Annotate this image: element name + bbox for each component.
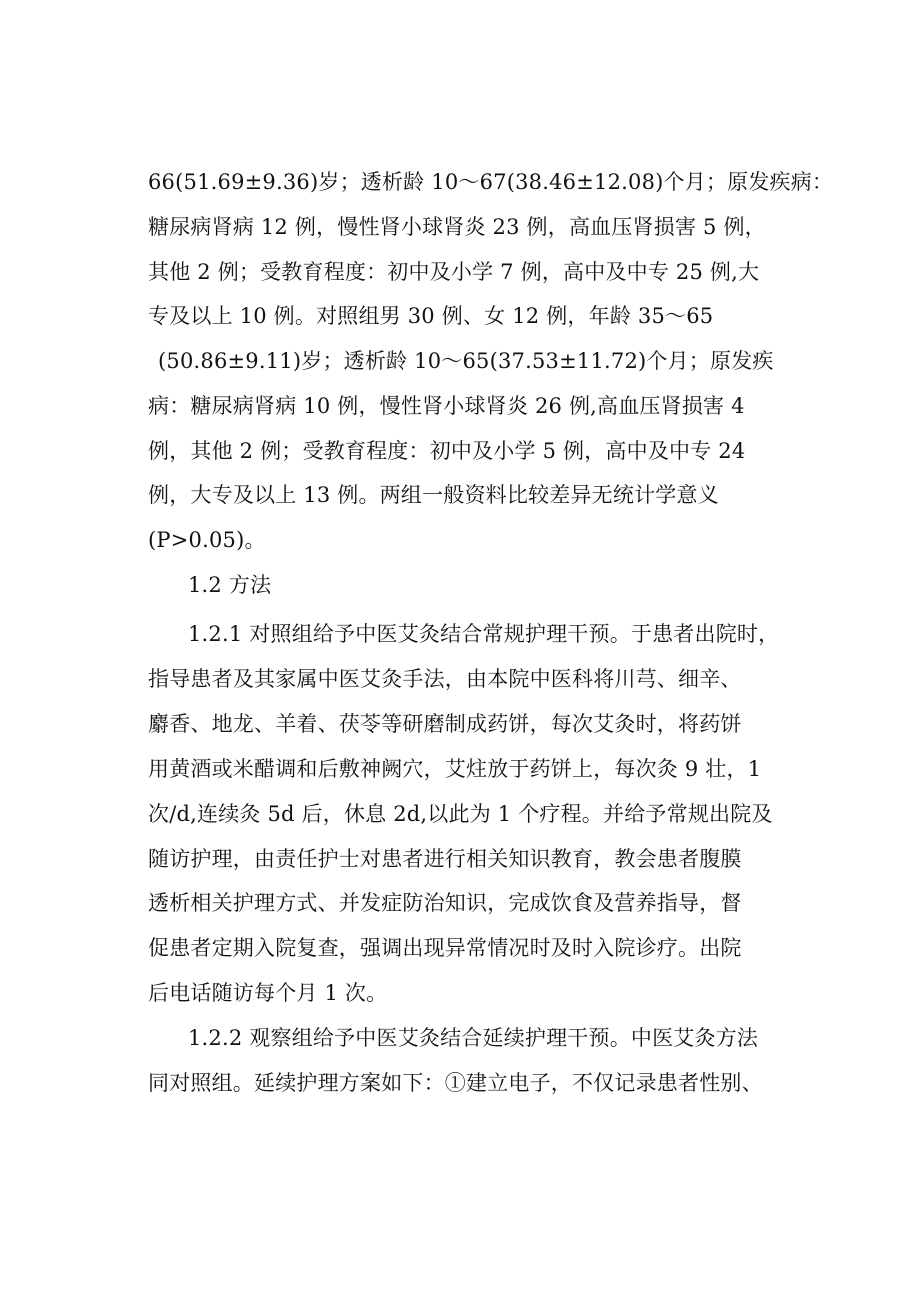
text-line: (P>0.05)。 [148,528,266,552]
text-line: 促患者定期入院复查，强调出现异常情况时及时入院诊疗。出院 [148,936,742,960]
text-line: 病：糖尿病肾病 10 例，慢性肾小球肾炎 26 例,高血压肾损害 4 [148,394,745,418]
text-line: 专及以上 10 例。对照组男 30 例、女 12 例，年龄 35～65 [148,304,714,328]
text-line: 次/d,连续灸 5d 后，休息 2d,以此为 1 个疗程。并给予常规出院及 [148,802,773,826]
paragraph-first-line: 1.2.1 对照组给予中医艾灸结合常规护理干预。于患者出院时， [188,622,780,646]
text-line: (50.86±9.11)岁；透析龄 10～65(37.53±11.72)个月；原发疾 [158,349,774,373]
text-line: 后电话随访每个月 1 次。 [148,981,388,1005]
text-line: 同对照组。延续护理方案如下：①建立电子，不仅记录患者性别、 [148,1071,763,1095]
section-heading: 1.2 方法 [188,573,272,597]
text-line: 用黄酒或米醋调和后敷神阙穴，艾炷放于药饼上，每次灸 9 壮，1 [148,757,762,781]
text-line: 透析相关护理方式、并发症防治知识，完成饮食及营养指导，督 [148,891,742,915]
text-line: 指导患者及其家属中医艾灸手法，由本院中医科将川芎、细辛、 [148,667,742,691]
paragraph-first-line: 1.2.2 观察组给予中医艾灸结合延续护理干预。中医艾灸方法 [188,1026,759,1050]
text-line: 其他 2 例；受教育程度：初中及小学 7 例，高中及中专 25 例,大 [148,260,760,284]
text-line: 例，其他 2 例；受教育程度：初中及小学 5 例，高中及中专 24 [148,439,746,463]
text-line: 麝香、地龙、羊着、茯苓等研磨制成药饼，每次艾灸时，将药饼 [148,712,742,736]
text-line: 例，大专及以上 13 例。两组一般资料比较差异无统计学意义 [148,483,719,507]
text-line: 66(51.69±9.36)岁；透析龄 10～67(38.46±12.08)个月；原发疾病： [148,170,834,194]
text-line: 随访护理，由责任护士对患者进行相关知识教育，教会患者腹膜 [148,847,742,871]
text-line: 糖尿病肾病 12 例，慢性肾小球肾炎 23 例，高血压肾损害 5 例， [148,215,766,239]
